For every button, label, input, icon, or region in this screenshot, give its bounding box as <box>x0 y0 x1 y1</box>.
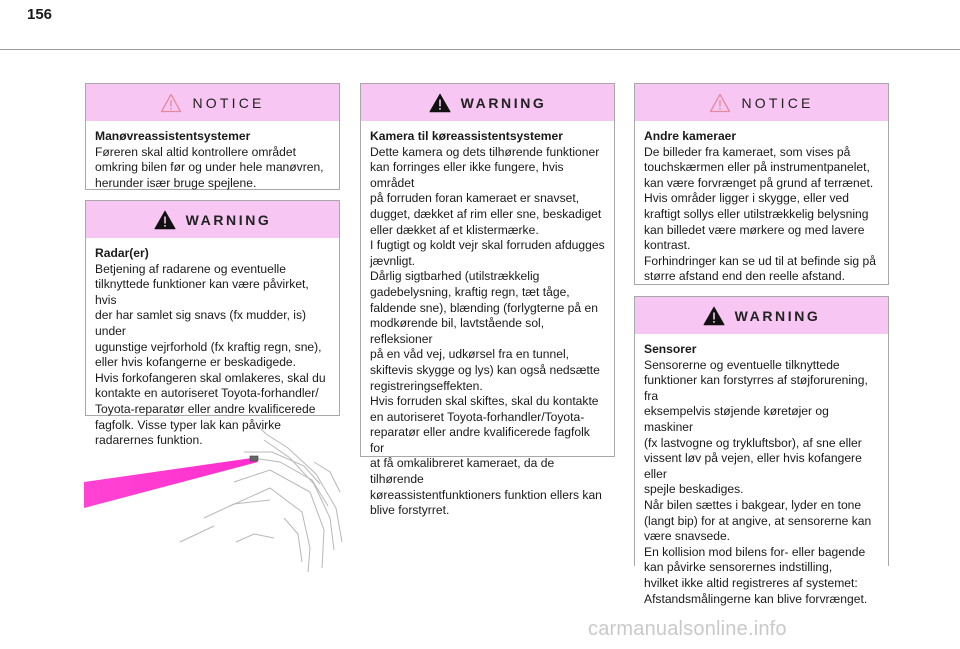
warning-subtitle: Sensorer <box>644 342 697 356</box>
body-line: kan være forvrænget på grund af terrænet. <box>644 175 874 190</box>
body-line: der har samlet sig snavs (fx mudder, is) under <box>95 308 307 338</box>
notice-body <box>86 121 339 199</box>
body-line: kraftigt sollys eller utilstrækkelig belysning <box>644 206 869 221</box>
body-line: Betjening af radarene og eventuelle <box>95 261 286 276</box>
body-line: radarernes funktion. <box>95 433 203 448</box>
watermark: carmanualsonline.info <box>588 618 787 640</box>
body-line: større afstand end den reelle afstand. <box>644 269 846 284</box>
body-line: en autoriseret Toyota-forhandler/Toyota- <box>370 409 585 424</box>
notice-heading: NOTICE <box>192 94 265 111</box>
body-line: I fugtigt og koldt vejr skal forruden afdugges <box>370 238 605 253</box>
notice-triangle-outline-icon <box>160 93 182 113</box>
notice-box-other-cameras <box>634 83 889 285</box>
notice-subtitle: Andre kameraer <box>644 129 737 143</box>
body-line: Når bilen sættes i bakgear, lyder en tone <box>644 497 862 512</box>
warning-triangle-filled-icon <box>703 306 725 326</box>
notice-triangle-outline-icon <box>709 93 731 113</box>
body-line: eller dækket af et klistermærke. <box>370 222 539 237</box>
warning-body <box>635 334 888 615</box>
body-line: skiftevis skygge og lys) kan også nedsætte <box>370 362 600 377</box>
warning-heading: WARNING <box>460 94 547 111</box>
warning-box-camera <box>360 83 615 518</box>
body-line: Dårlig sigtbarhed (utilstrækkelig <box>370 269 540 284</box>
body-line: Afstandsmålingerne kan blive forvrænget. <box>644 591 868 606</box>
warning-box-sensors <box>634 296 889 606</box>
body-line: Forhindringer kan se ud til at befinde sig på <box>644 253 876 268</box>
notice-heading: NOTICE <box>741 94 814 111</box>
body-line: omkring bilen før og under hele manøvren, <box>95 160 324 175</box>
body-line: køreassistentfunktioners funktion ellers kan <box>370 487 602 502</box>
body-line: kontrast. <box>644 238 691 253</box>
warning-header <box>361 84 614 121</box>
body-line: kan påvirke sensorernes indstilling, <box>644 560 833 575</box>
windshield-camera-illustration <box>84 422 344 572</box>
warning-subtitle: Radar(er) <box>95 246 149 260</box>
notice-box-maneuver <box>85 83 340 190</box>
body-line: Hvis områder ligger i skygge, eller ved <box>644 191 850 206</box>
page-number: 156 <box>27 6 53 23</box>
body-line: kontakte en autoriseret Toyota-forhandler/ <box>95 386 319 401</box>
body-line: at få omkalibreret kameraet, da de tilhørende <box>370 456 555 487</box>
body-line: faldende sne), blænding (forlygterne på en <box>370 300 598 315</box>
header-rule <box>0 49 960 50</box>
body-line: touchskærmen eller på instrumentpanelet, <box>644 160 870 175</box>
warning-triangle-filled-icon <box>154 210 176 230</box>
body-line: tilknyttede funktioner kan være påvirket, hvis <box>95 277 309 307</box>
body-line: Dette kamera og dets tilhørende funktioner <box>370 144 600 159</box>
notice-header <box>635 84 888 121</box>
notice-header <box>86 84 339 121</box>
body-line: modkørende bil, lavtstående sol, refleksioner <box>370 316 545 346</box>
body-line: jævnligt. <box>370 253 416 268</box>
body-line: være snavsede. <box>644 529 731 544</box>
body-line: ugunstige vejrforhold (fx kraftig regn, sne), <box>95 339 322 354</box>
body-line: spejle beskadiges. <box>644 482 744 497</box>
warning-header <box>86 201 339 238</box>
body-line: (fx lastvogne og trykluftsbor), af sne eller <box>644 435 862 450</box>
body-line: fagfolk. Visse typer lak kan påvirke <box>95 417 281 432</box>
body-line: En kollision mod bilens for- eller bagende <box>644 544 866 559</box>
body-line: Føreren skal altid kontrollere området <box>95 144 296 159</box>
warning-heading: WARNING <box>185 211 272 228</box>
warning-box-radar <box>85 200 340 448</box>
body-line: De billeder fra kameraet, som vises på <box>644 144 851 159</box>
body-line: vissent løv på vejen, eller hvis kofangere eller <box>644 451 862 481</box>
body-line: Sensorerne og eventuelle tilknyttede <box>644 357 840 372</box>
notice-subtitle: Manøvreassistentsystemer <box>95 129 251 143</box>
body-line: Hvis forruden skal skiftes, skal du kontakte <box>370 394 599 409</box>
body-line: eksempelvis støjende køretøjer og maskiner <box>644 404 829 434</box>
body-line: gadebelysning, kraftig regn, tæt tåge, <box>370 284 570 299</box>
body-line: Toyota-reparatør eller andre kvalificerede <box>95 401 316 416</box>
warning-triangle-filled-icon <box>429 93 451 113</box>
body-line: eller hvis kofangerne er beskadigede. <box>95 355 297 370</box>
body-line: blive forstyrret. <box>370 503 450 518</box>
body-line: på forruden foran kameraet er snavset, <box>370 191 580 206</box>
warning-subtitle: Kamera til køreassistentsystemer <box>370 129 563 143</box>
body-line: registreringseffekten. <box>370 378 483 393</box>
body-line: på en våd vej, udkørsel fra en tunnel, <box>370 347 569 362</box>
body-line: hvilket ikke altid registreres af systemet: <box>644 575 858 590</box>
body-line: dugget, dækket af rim eller sne, beskadiget <box>370 206 602 221</box>
notice-body <box>635 121 888 293</box>
body-line: kan billedet være mørkere og med lavere <box>644 222 865 237</box>
body-line: reparatør eller andre kvalificerede fagfolk for <box>370 425 590 455</box>
body-line: kan forringes eller ikke fungere, hvis området <box>370 160 564 190</box>
body-line: herunder især bruge spejlene. <box>95 175 257 190</box>
body-line: Hvis forkofangeren skal omlakeres, skal du <box>95 370 326 385</box>
warning-heading: WARNING <box>734 307 821 324</box>
body-line: funktioner kan forstyrres af støjforurening, fra <box>644 373 868 403</box>
warning-header <box>635 297 888 334</box>
warning-body <box>361 121 614 527</box>
body-line: (langt bip) for at angive, at sensorerne kan <box>644 513 872 528</box>
